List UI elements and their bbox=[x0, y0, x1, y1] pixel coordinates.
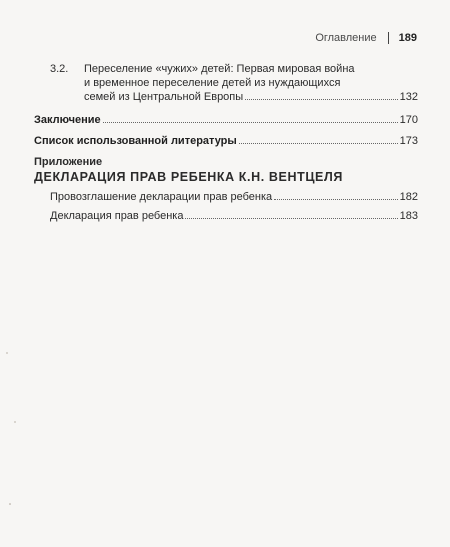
paper-speck bbox=[6, 352, 8, 354]
dot-leader bbox=[103, 122, 398, 123]
paper-speck bbox=[14, 421, 16, 423]
toc-entry-conclusion bbox=[34, 113, 418, 127]
header-page-number: 189 bbox=[398, 32, 417, 44]
header-divider bbox=[388, 32, 389, 44]
toc-entry-page: 132 bbox=[399, 91, 418, 103]
toc-entry-page: 173 bbox=[399, 135, 418, 147]
toc-entry-3-2 bbox=[34, 62, 418, 104]
toc-entry-title-line-2: и временное переселение детей из нуждающихся bbox=[84, 77, 341, 89]
toc-entry-title-line-1: Переселение «чужих» детей: Первая мировая война bbox=[84, 63, 355, 75]
toc-entry-title: Декларация прав ребенка bbox=[50, 210, 184, 222]
dot-leader bbox=[245, 99, 397, 100]
toc-entry-page: 182 bbox=[399, 191, 418, 203]
appendix-label: Приложение bbox=[34, 156, 103, 168]
appendix-title: ДЕКЛАРАЦИЯ ПРАВ РЕБЕНКА К.Н. ВЕНТЦЕЛЯ bbox=[34, 170, 343, 184]
toc-entry-title: Список использованной литературы bbox=[34, 135, 237, 147]
header-section-title: Оглавление bbox=[315, 32, 377, 44]
toc-entry-appendix-item bbox=[34, 209, 418, 223]
toc-entry-title: Заключение bbox=[34, 114, 101, 126]
running-header bbox=[315, 32, 417, 44]
paper-speck bbox=[9, 503, 11, 505]
toc-entry-title: Провозглашение декларации прав ребенка bbox=[50, 191, 273, 203]
dot-leader bbox=[185, 218, 397, 219]
table-of-contents bbox=[34, 62, 418, 228]
toc-entry-page: 170 bbox=[399, 114, 418, 126]
toc-entry-number: 3.2. bbox=[50, 63, 69, 75]
toc-entry-title-line-3: семей из Центральной Европы bbox=[84, 91, 244, 103]
toc-entry-page: 183 bbox=[399, 210, 418, 222]
dot-leader bbox=[274, 199, 397, 200]
toc-entry-bibliography bbox=[34, 134, 418, 148]
dot-leader bbox=[239, 143, 398, 144]
toc-entry-appendix-item bbox=[34, 190, 418, 204]
